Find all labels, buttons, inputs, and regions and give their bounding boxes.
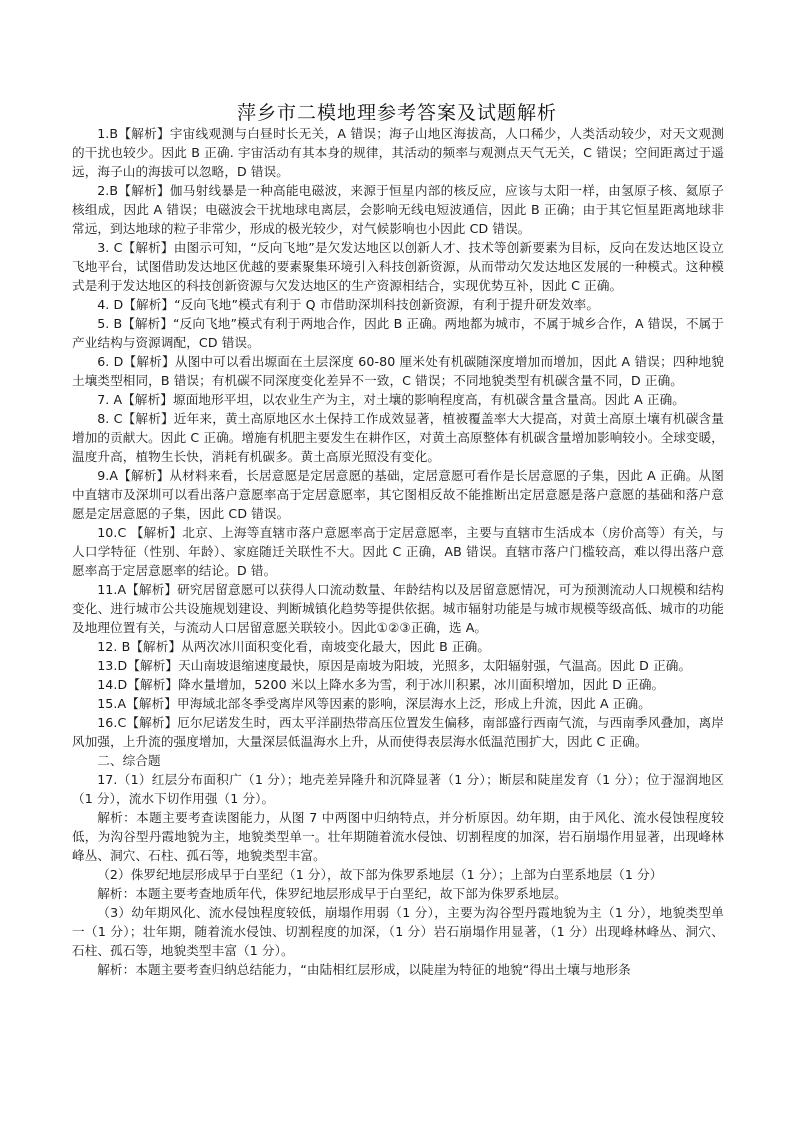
answer-14: 14.D【解析】降水量增加，5200 米以上降水多为雪，利于冰川积累，冰川面积增加，因此 D 正确。: [97, 677, 665, 692]
answer-12: 12. B【解析】从两次冰川面积变化看，南坡变化最大，因此 B 正确。: [97, 639, 491, 654]
analysis-17-1: 解析：本题主要考查读图能力，从图 7 中两图中归纳特点，并分析原因。幼年期，由于风化、流水侵蚀程度较低，为沟谷型丹霞地貌为主，地貌类型单一。壮年期随着流水侵蚀、切割程度的加深，岩石崩塌作用显著，出现峰林峰丛、洞穴、石柱、孤石等，地貌类型丰富。: [72, 810, 724, 863]
answer-3: 3. C【解析】由图示可知，“反向飞地”是欠发达地区以创新人才、技术等创新要素为目标，反向在发达地区设立飞地平台，试图借助发达地区优越的要素聚集环境引入科技创新资源，从而带动欠发达地区发展的一种模式。这种模式是利于发达地区的科技创新资源与欠发达地区的生产资源相结合，实现优势互补，因此 C 正确。: [72, 240, 724, 293]
answer-17-1: 17.（1）红层分布面积广（1 分）；地壳差异隆升和沉降显著（1 分）；断层和陡崖发育（1 分）；位于湿润地区（1 分），流水下切作用强（1 分）。: [72, 772, 724, 806]
document-body: [72, 124, 724, 979]
answer-17-3: （3）幼年期风化、流水侵蚀程度较低，崩塌作用弱（1 分），主要为沟谷型丹霞地貌为主（1 分），地貌类型单一（1 分）；壮年期，随着流水侵蚀、切割程度的加深，（1 分）岩石崩塌作用显著，（1 分）出现峰林峰丛、洞穴、石柱、孤石等，地貌类型丰富（1 分）。: [72, 905, 724, 958]
answer-5: 5. B【解析】“反向飞地”模式有利于两地合作，因此 B 正确。两地都为城市，不属于城乡合作，A 错误，不属于产业结构与资源调配，CD 错误。: [72, 316, 724, 350]
answer-8: 8. C【解析】近年来，黄土高原地区水土保持工作成效显著，植被覆盖率大大提高，对黄土高原土壤有机碳含量增加的贡献大。因此 C 正确。增施有机肥主要发生在耕作区，对黄土高原整体有机碳含量增加影响较小。全球变暖，温度升高，植物生长快，消耗有机碳多。黄土高原光照没有变化。: [72, 411, 724, 464]
answer-10: 10.C 【解析】北京、上海等直辖市落户意愿率高于定居意愿率，主要与直辖市生活成本（房价高等）有关，与人口学特征（性别、年龄）、家庭随迁关联性不大。因此 C 正确，AB 错误。直辖市落户门槛较高，难以得出落户意愿率高于定居意愿率的结论。D 错。: [72, 525, 724, 578]
answer-4: 4. D【解析】“反向飞地”模式有利于 Q 市借助深圳科技创新资源，有利于提升研发效率。: [97, 297, 600, 312]
analysis-17-3: 解析：本题主要考查归纳总结能力，“由陆相红层形成，以陡崖为特征的地貌“得出土壤与地形条: [97, 962, 631, 977]
answer-11: 11.A【解析】研究居留意愿可以获得人口流动数量、年龄结构以及居留意愿情况，可为预测流动人口规模和结构变化、进行城市公共设施规划建设、判断城镇化趋势等提供依据。城市辐射功能是与城市规模等级高低、城市的功能及地理位置有关，与流动人口居留意愿关联较小。因此①②③正确，选 A。: [72, 582, 724, 635]
answer-9: 9.A【解析】从材料来看，长居意愿是定居意愿的基础，定居意愿可看作是长居意愿的子集，因此 A 正确。从图中直辖市及深圳可以看出落户意愿率高于定居意愿率，其它图相反故不能推断出定居意愿是落户意愿的基础和落户意愿是定居意愿的子集，因此 CD 错误。: [72, 468, 724, 521]
answer-17-2: （2）侏罗纪地层形成早于白垩纪（1 分），故下部为侏罗系地层（1 分）；上部为白垩系地层（1 分）: [97, 867, 663, 882]
document-title: 萍乡市二模地理参考答案及试题解析: [236, 102, 557, 124]
answer-2: 2.B【解析】伽马射线暴是一种高能电磁波，来源于恒星内部的核反应，应该与太阳一样，由氢原子核、氦原子核组成，因此 A 错误；电磁波会干扰地球电离层，会影响无线电短波通信，因此 B 正确；由于其它恒星距离地球非常远，到达地球的粒子非常少，形成的极光较少，对气候影响也小因此 CD 错误。: [72, 183, 724, 236]
answer-15: 15.A【解析】甲海域北部冬季受离岸风等因素的影响，深层海水上泛，形成上升流，因此 A 正确。: [97, 696, 651, 711]
answer-6: 6. D【解析】从图中可以看出塬面在土层深度 60-80 厘米处有机碳随深度增加而增加，因此 A 错误；四种地貌土壤类型相同，B 错误；有机碳不同深度变化差异不一致，C 错误；不同地貌类型有机碳含量不同，D 正确。: [72, 354, 724, 388]
answer-7: 7. A【解析】塬面地形平坦，以农业生产为主，对土壤的影响程度高，有机碳含量含量高。因此 A 正确。: [97, 392, 685, 407]
analysis-17-2: 解析：本题主要考查地质年代，侏罗纪地层形成早于白垩纪，故下部为侏罗系地层。: [97, 886, 567, 901]
section-heading: 二、综合题: [97, 753, 161, 768]
answer-13: 13.D【解析】天山南坡退缩速度最快，原因是南坡为阳坡，光照多，太阳辐射强，气温高。因此 D 正确。: [97, 658, 692, 673]
answer-16: 16.C【解析】厄尔尼诺发生时，西太平洋副热带高压位置发生偏移，南部盛行西南气流，与西南季风叠加，离岸风加强，上升流的强度增加，大量深层低温海水上升，从而使得表层海水低温范围扩大，因此 C 正确。: [72, 715, 724, 749]
answer-1: 1.B【解析】宇宙线观测与白昼时长无关，A 错误；海子山地区海拔高，人口稀少，人类活动较少，对天文观测的干扰也较少。因此 B 正确. 宇宙活动有其本身的规律，其活动的频率与观测点天气无关，C 错误；空间距离过于遥远，海子山的海拔可以忽略，D 错误。: [72, 126, 724, 179]
